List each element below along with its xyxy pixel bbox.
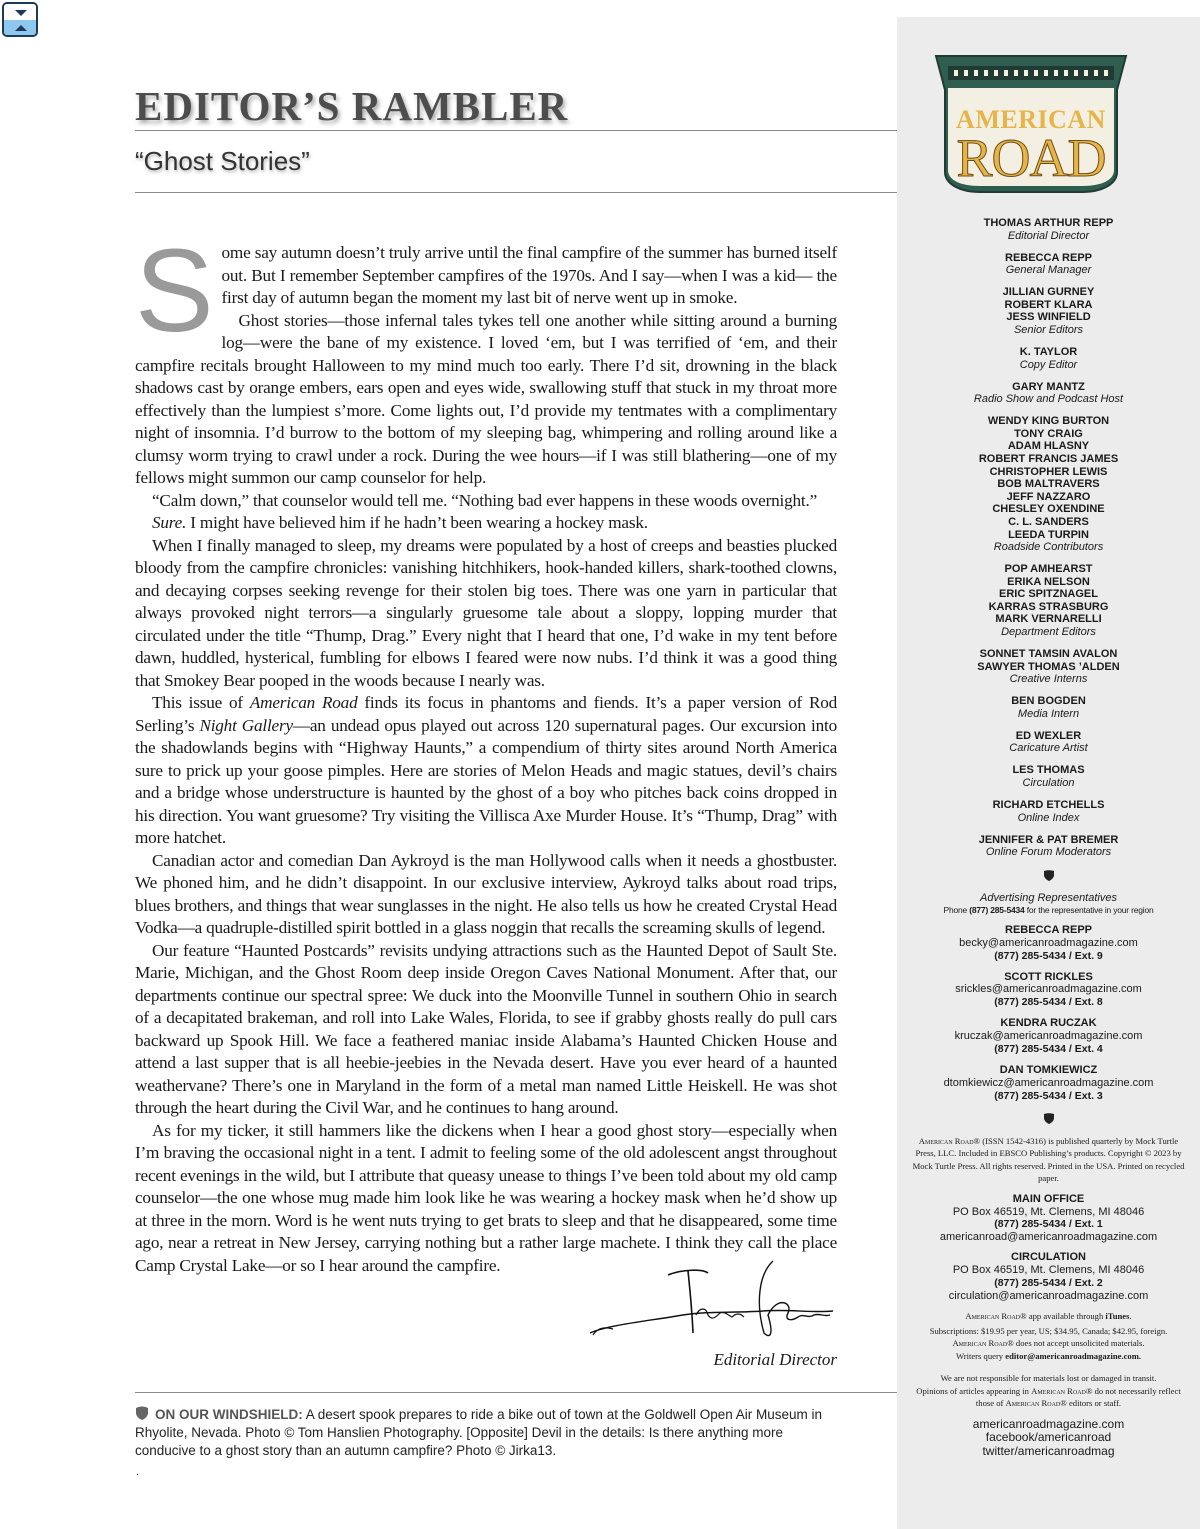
article-paragraph: As for my ticker, it still hammers like the dickens when I hear a good ghost story—especially when I’m braving the occasional night in a tent. I admit to feeling some of the old adolescent angst throughout recent evenings in the wild, but I attribute that queasy unease to things I’ve been told about my old camp counselor—the one whose mug made him look like he was wearing a hockey mask when he’d show up at three in the morn. Word is he went nuts trying to get brats to sleep and that he disappeared, some time ago, near a retreat in New Jersey, carrying nothing but a rather large machete. I think they call the place Camp Crystal Lake—or so I hear around the campfire. xyxy=(135,1120,837,1275)
staff-name: CHRISTOPHER LEWIS xyxy=(989,465,1108,478)
office-title: MAIN OFFICE xyxy=(1012,1192,1085,1205)
subtitle-rule xyxy=(135,192,897,193)
staff-role: Department Editors xyxy=(1001,626,1096,639)
office-block xyxy=(897,1251,1200,1302)
staff-name: CHESLEY OXENDINE xyxy=(992,503,1105,516)
rep-phone: (877) 285-5434 / Ext. 9 xyxy=(994,949,1103,962)
divider-shield xyxy=(897,1111,1200,1125)
caption-label: ON OUR WINDSHIELD: xyxy=(155,1407,303,1422)
staff-group xyxy=(897,415,1200,554)
article-paragraph: Ghost stories—those infernal tales tykes tell one another while sitting around a burning log—were the bane of my existence. I loved ‘em, but I was terrified of ‘em, and their campfire recitals brought Halloween to my mind much too early. There I’d sit, drowning in the black shadows cast by orange embers, ears open and eyes wide, swallowing stuff that stuck in my throat more effectively than the lumpiest s’more. Come lights out, I’d provide my tentmates with a complimentary night of insomnia. I’d burrow to the bottom of my sleeping bag, whimpering and rolling around like a clumsy worm trying to crawl under a rock. During the wee hours—if I was still blathering—one of my fellows might summon our camp counselor for help. xyxy=(135,310,837,487)
staff-role: Senior Editors xyxy=(1013,323,1084,336)
chevron-up-icon xyxy=(15,25,27,31)
staff-name: POP AMHEARST xyxy=(1004,563,1093,576)
staff-group xyxy=(897,381,1200,407)
staff-name: ERIKA NELSON xyxy=(1007,575,1090,588)
staff-group xyxy=(897,764,1200,790)
advertising-phone-line: Phone (877) 285-5434 for the representative in your region xyxy=(943,905,1154,916)
header-rule xyxy=(135,130,897,131)
ad-rep xyxy=(897,1017,1200,1056)
staff-group xyxy=(897,834,1200,860)
signature-title: Editorial Director xyxy=(713,1350,837,1369)
article-paragraph: When I finally managed to sleep, my dreams were populated by a host of creeps and beasties plucked bloody from the campfire chronicles: vanishing hitchhikers, hook-handed killers, shark-toothed clowns, and decaying corpses seeking revenge for their stolen big toes. There was one yarn in particular that always provoked night terrors—a singularly gruesome tale about a sloppy, lopping murder that circulated under the title “Thump, Drag.” Every night that I heard that one, I’d wake in my tent before dawn, huddled, hysterical, fumbling for elbows I feared were now nubs. I’d think it was a good thing that Smokey Bear pooped in the woods because I nearly was. xyxy=(135,535,837,690)
chevron-down-icon xyxy=(15,10,27,16)
article-paragraph: “Calm down,” that counselor would tell me. “Nothing bad ever happens in these woods overnight.” xyxy=(152,490,817,510)
staff-name: REBECCA REPP xyxy=(1005,251,1092,264)
rep-email[interactable]: srickles@americanroadmagazine.com xyxy=(955,983,1142,996)
staff-group xyxy=(897,217,1200,243)
staff-name: LEEDA TURPIN xyxy=(1008,528,1089,541)
section-title: EDITOR’S RAMBLER xyxy=(135,83,569,129)
staff-group xyxy=(897,563,1200,639)
article-paragraph: Our feature “Haunted Postcards” revisits undying attractions such as the Haunted Depot of Sault Ste. Marie, Michigan, and the Ghost Room deep inside Oregon Caves National Monument. After that, our departments continue our spectral spree: We duck into the Moonville Tunnel in southern Ohio in search of a decapitated brakeman, and roll into Lake Wales, Florida, to see if grabby ghosts really do pull cars backward up Spook Hill. We face a feathered maniac inside Alabama’s Haunted Chicken House and attend a last supper that is all heebie-jeebies in the Nevada desert. Have you ever heard of a haunted weathervane? There’s one in Maryland in the form of a metal man named Little Heiskell. He was shot through the heart during the Civil War, and he continues to hang around. xyxy=(135,940,837,1117)
staff-name: RICHARD ETCHELLS xyxy=(992,799,1105,812)
rep-name: REBECCA REPP xyxy=(1005,924,1092,937)
staff-name: SAWYER THOMAS ’ALDEN xyxy=(977,660,1120,673)
staff-name: ED WEXLER xyxy=(1015,729,1082,742)
logo-text-road: ROAD xyxy=(956,128,1106,188)
article-paragraph: This issue of American Road finds its focus in phantoms and fiends. It’s a paper version of Rod Serling’s Night Gallery—an undead opus played out across 120 supernatural pages. Our excursion into the shadowlands begins with “Highway Haunts,” a compendium of thirty sites around North America sure to prick up your goose pimples. Here are stories of Melon Heads and magic statues, devil’s chairs and a bridge whose understructure is haunted by the ghost of a boy who pitches back coins dropped in his direction. You want gruesome? Try visiting the Villisca Axe Murder House. It’s “Thump, Drag” with more hatchet. xyxy=(135,693,837,847)
rep-email[interactable]: becky@americanroadmagazine.com xyxy=(959,936,1138,949)
staff-name: THOMAS ARTHUR REPP xyxy=(983,217,1114,229)
shield-icon xyxy=(1044,1113,1054,1124)
subscription-info: Subscriptions: $19.95 per year, US; $34.95, Canada; $42.95, foreign. American Road® does not accept unsolicited materials. Writers query editor@americanroadmagazine.com. xyxy=(929,1325,1168,1361)
staff-group xyxy=(897,346,1200,372)
staff-group xyxy=(897,799,1200,825)
office-title: CIRCULATION xyxy=(1011,1251,1086,1264)
office-email[interactable]: circulation@americanroadmagazine.com xyxy=(948,1289,1149,1302)
staff-name: MARK VERNARELLI xyxy=(995,613,1102,626)
staff-group xyxy=(897,648,1200,686)
twitter-link[interactable]: twitter/americanroadmag xyxy=(982,1443,1115,1458)
masthead-sidebar xyxy=(897,17,1200,1529)
staff-role: Roadside Contributors xyxy=(993,541,1104,554)
staff-name: BOB MALTRAVERS xyxy=(997,478,1100,491)
staff-role: Editorial Director xyxy=(1007,229,1090,242)
disclaimer: We are not responsible for materials lost or damaged in transit. Opinions of articles appearing in American Road® do not necessarily reflect those of American Road® editors or staff. xyxy=(916,1373,1181,1409)
staff-role: Online Index xyxy=(1017,811,1080,824)
publisher-note: American Road® (ISSN 1542-4316) is published quarterly by Mock Turtle Press, LLC. Included in EBSCO Publishing’s products. Copyright © 2023 by Mock Turtle Press. All rights reserved. Printed in the USA. Printed on recycled paper. xyxy=(912,1135,1185,1184)
staff-name: SONNET TAMSIN AVALON xyxy=(979,648,1118,661)
staff-name: BEN BOGDEN xyxy=(1011,695,1086,708)
rep-name: KENDRA RUCZAK xyxy=(1000,1017,1097,1030)
staff-role: Online Forum Moderators xyxy=(985,846,1112,859)
logo-text-american: AMERICAN xyxy=(956,105,1106,134)
office-address: PO Box 46519, Mt. Clemens, MI 48046 xyxy=(952,1205,1145,1218)
staff-group xyxy=(897,286,1200,337)
caption-rule xyxy=(135,1392,897,1393)
ad-rep xyxy=(897,924,1200,963)
rep-phone: (877) 285-5434 / Ext. 4 xyxy=(994,1043,1103,1055)
article-paragraph: Canadian actor and comedian Dan Aykroyd is the man Hollywood calls when it needs a ghostbuster. We phoned him, and he didn’t disappoint. In our exclusive interview, Aykroyd talks about road trips, blues brothers, and things that wear sunglasses in the night. He also tells us how he created Crystal Head Vodka—a quadruple-distilled spirit bottled in a glass noggin that recalls the screaming skulls of legend. xyxy=(135,850,837,937)
staff-group xyxy=(897,695,1200,721)
viewer-toggle-button[interactable] xyxy=(2,2,38,37)
rep-name: SCOTT RICKLES xyxy=(1004,970,1093,983)
staff-role: General Manager xyxy=(1005,264,1092,277)
trailing-mark: . xyxy=(136,1464,139,1478)
staff-name: GARY MANTZ xyxy=(1012,380,1085,393)
staff-group xyxy=(897,730,1200,756)
staff-role: Creative Interns xyxy=(1009,673,1088,686)
staff-name: ROBERT KLARA xyxy=(1004,298,1093,311)
staff-role: Media Intern xyxy=(1017,707,1080,720)
staff-name: JILLIAN GURNEY xyxy=(1002,286,1095,299)
shield-icon xyxy=(1044,870,1054,881)
staff-role: Circulation xyxy=(1022,777,1075,790)
advertising-title: Advertising Representatives xyxy=(980,892,1117,905)
editor-signature xyxy=(588,1255,838,1345)
ad-rep xyxy=(897,971,1200,1010)
rep-email[interactable]: kruczak@americanroadmagazine.com xyxy=(954,1030,1143,1042)
staff-name: JENNIFER & PAT BREMER xyxy=(978,833,1119,846)
article-paragraph: Sure. I might have believed him if he hadn’t been wearing a hockey mask. xyxy=(152,513,648,532)
divider-shield xyxy=(897,868,1200,882)
office-email[interactable]: americanroad@americanroadmagazine.com xyxy=(939,1230,1158,1243)
staff-name: TONY CRAIG xyxy=(1014,427,1083,440)
staff-role: Radio Show and Podcast Host xyxy=(973,393,1124,406)
rep-phone: (877) 285-5434 / Ext. 3 xyxy=(994,1089,1103,1102)
drop-cap: S xyxy=(135,225,214,357)
app-availability: American Road® app available through iTunes. xyxy=(965,1311,1132,1322)
social-links xyxy=(897,1418,1200,1459)
rep-email[interactable]: dtomkiewicz@americanroadmagazine.com xyxy=(943,1076,1154,1089)
staff-group xyxy=(897,252,1200,278)
staff-name: JEFF NAZZARO xyxy=(1006,490,1091,503)
staff-name: ROBERT FRANCIS JAMES xyxy=(978,452,1119,465)
article-body xyxy=(135,225,837,1277)
staff-name: KARRAS STRASBURG xyxy=(988,600,1109,613)
office-block xyxy=(897,1193,1200,1244)
shield-icon xyxy=(135,1406,149,1420)
staff-name: WENDY KING BURTON xyxy=(987,415,1110,428)
ad-rep xyxy=(897,1064,1200,1103)
office-address: PO Box 46519, Mt. Clemens, MI 48046 xyxy=(952,1264,1145,1277)
staff-name: ADAM HLASNY xyxy=(1007,440,1090,453)
article-paragraph: Some say autumn doesn’t truly arrive until the final campfire of the summer has burned itself out. But I remember September campfires of the 1970s. And I say—when I was a kid— the first day of autumn began the moment my last bit of nerve went up in smoke. xyxy=(135,225,837,357)
photo-caption xyxy=(135,1406,840,1460)
rep-phone: (877) 285-5434 / Ext. 8 xyxy=(994,996,1103,1009)
staff-name: C. L. SANDERS xyxy=(1008,515,1089,528)
staff-list xyxy=(897,217,1200,1458)
office-phone: (877) 285-5434 / Ext. 2 xyxy=(994,1276,1103,1289)
staff-name: LES THOMAS xyxy=(1012,764,1085,777)
staff-role: Caricature Artist xyxy=(1009,742,1088,755)
staff-role: Copy Editor xyxy=(1019,358,1078,371)
facebook-link[interactable]: facebook/americanroad xyxy=(985,1430,1112,1445)
article-subtitle: “Ghost Stories” xyxy=(135,146,310,176)
staff-name: ERIC SPITZNAGEL xyxy=(998,588,1098,601)
office-phone: (877) 285-5434 / Ext. 1 xyxy=(994,1218,1103,1231)
american-road-logo xyxy=(932,54,1130,194)
rep-name: DAN TOMKIEWICZ xyxy=(999,1064,1098,1076)
staff-name: JESS WINFIELD xyxy=(1006,311,1091,324)
staff-name: K. TAYLOR xyxy=(1019,345,1078,358)
writers-query-email: editor@americanroadmagazine.com. xyxy=(1005,1350,1142,1361)
website-link[interactable]: americanroadmagazine.com xyxy=(972,1416,1125,1431)
caption-text: A desert spook prepares to ride a bike out of town at the Goldwell Open Air Museum in Rhyolite, Nevada. Photo © Tom Hanslien Photography. [Opposite] Devil in the details: Is there anything more conducive to a ghost story than an autumn campfire? Photo © Jirka13. xyxy=(135,1407,823,1458)
